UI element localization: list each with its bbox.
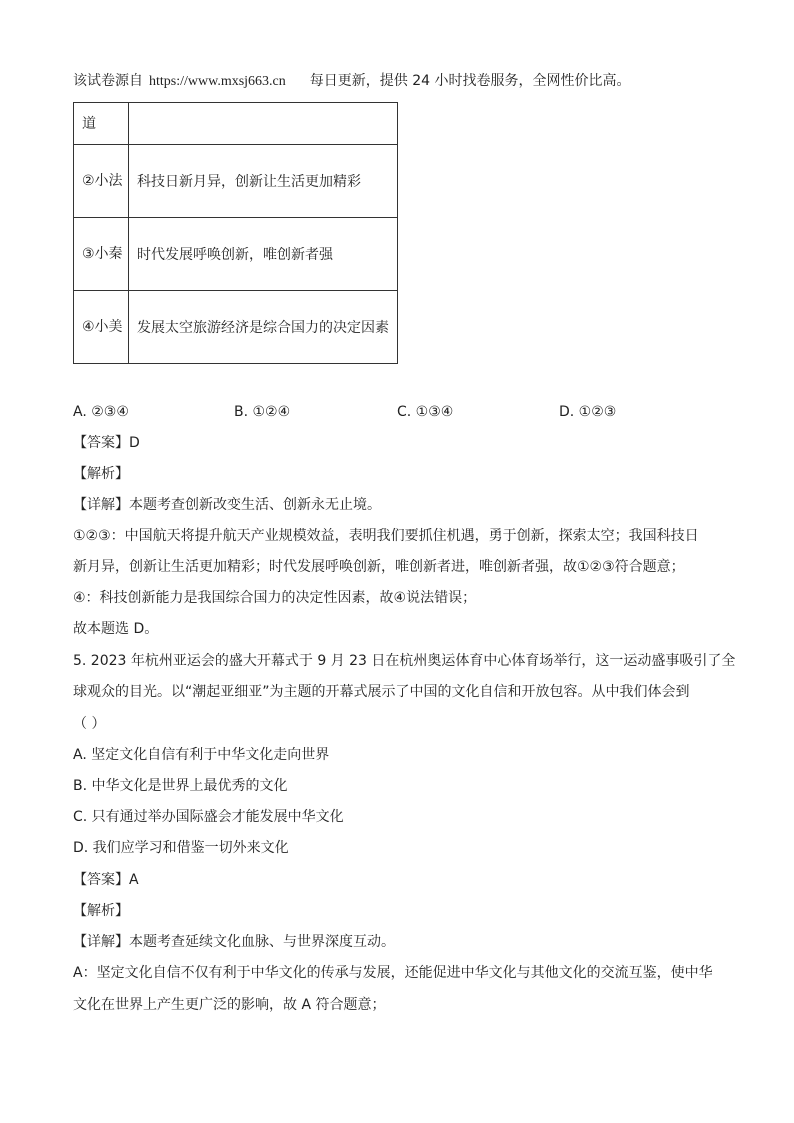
table-row — [74, 218, 398, 291]
q5-answer-blank: （ ） — [73, 716, 106, 732]
q5-stem-line: 5. 2023 年杭州亚运会的盛大开幕式于 9 月 23 日在杭州奥运体育中心体育场举行，这一运动盛事吸引了全 — [73, 653, 736, 669]
q5-option-d: D. 我们应学习和借鉴一切外来文化 — [73, 840, 289, 856]
table-row — [74, 291, 398, 364]
q5-option-c: C. 只有通过举办国际盛会才能发展中华文化 — [73, 809, 344, 825]
q4-detail: 【详解】本题考查创新改变生活、创新永无止境。 — [73, 497, 381, 513]
q5-detail: 【详解】本题考查延续文化血脉、与世界深度互动。 — [73, 934, 395, 950]
q5-explanation-line: 文化在世界上产生更广泛的影响，故 A 符合题意； — [73, 997, 386, 1013]
table-cell-student: ②小法 — [74, 145, 129, 218]
q4-choice-d: D. ①②③ — [559, 404, 617, 420]
q5-option-a: A. 坚定文化自信有利于中华文化走向世界 — [73, 747, 330, 763]
q5-analysis-heading: 【解析】 — [73, 903, 129, 919]
q4-choice-b: B. ①②④ — [234, 404, 291, 420]
header-prefix: 该试卷源自 — [73, 73, 143, 89]
q4-choice-a: A. ②③④ — [73, 404, 129, 420]
source-url-link[interactable]: https://www.mxsj663.cn — [149, 74, 286, 89]
table-cell-student: 道 — [74, 103, 129, 145]
q4-explanation-line: ①②③：中国航天将提升航天产业规模效益，表明我们要抓住机遇，勇于创新，探索太空；我国科技日 — [73, 528, 699, 544]
q5-option-b: B. 中华文化是世界上最优秀的文化 — [73, 778, 288, 794]
q5-stem-line: 球观众的目光。以“潮起亚细亚”为主题的开幕式展示了中国的文化自信和开放包容。从中我们体会到 — [73, 684, 690, 700]
table-cell-view: 科技日新月异，创新让生活更加精彩 — [129, 145, 398, 218]
table-cell-view — [129, 103, 398, 145]
table-cell-student: ④小美 — [74, 291, 129, 364]
table-cell-view: 时代发展呼唤创新，唯创新者强 — [129, 218, 398, 291]
q4-analysis-heading: 【解析】 — [73, 466, 129, 482]
q5-answer: 【答案】A — [73, 872, 139, 888]
table-cell-view: 发展太空旅游经济是综合国力的决定因素 — [129, 291, 398, 364]
table-cell-student: ③小秦 — [74, 218, 129, 291]
q4-explanation-line: ④：科技创新能力是我国综合国力的决定性因素，故④说法错误； — [73, 590, 477, 606]
source-header — [73, 71, 630, 92]
header-suffix: 每日更新，提供 24 小时找卷服务，全网性价比高。 — [309, 73, 631, 89]
q4-answer: 【答案】D — [73, 435, 140, 451]
table-row — [74, 103, 398, 145]
table-row — [74, 145, 398, 218]
q5-explanation-line: A：坚定文化自信不仅有利于中华文化的传承与发展，还能促进中华文化与其他文化的交流互鉴，使中华 — [73, 965, 713, 981]
q4-explanation-line: 新月异，创新让生活更加精彩；时代发展呼唤创新，唯创新者进，唯创新者强，故①②③符合题意； — [73, 559, 685, 575]
q4-conclusion: 故本题选 D。 — [73, 621, 159, 637]
q4-choice-c: C. ①③④ — [397, 404, 454, 420]
student-views-table — [73, 102, 398, 364]
